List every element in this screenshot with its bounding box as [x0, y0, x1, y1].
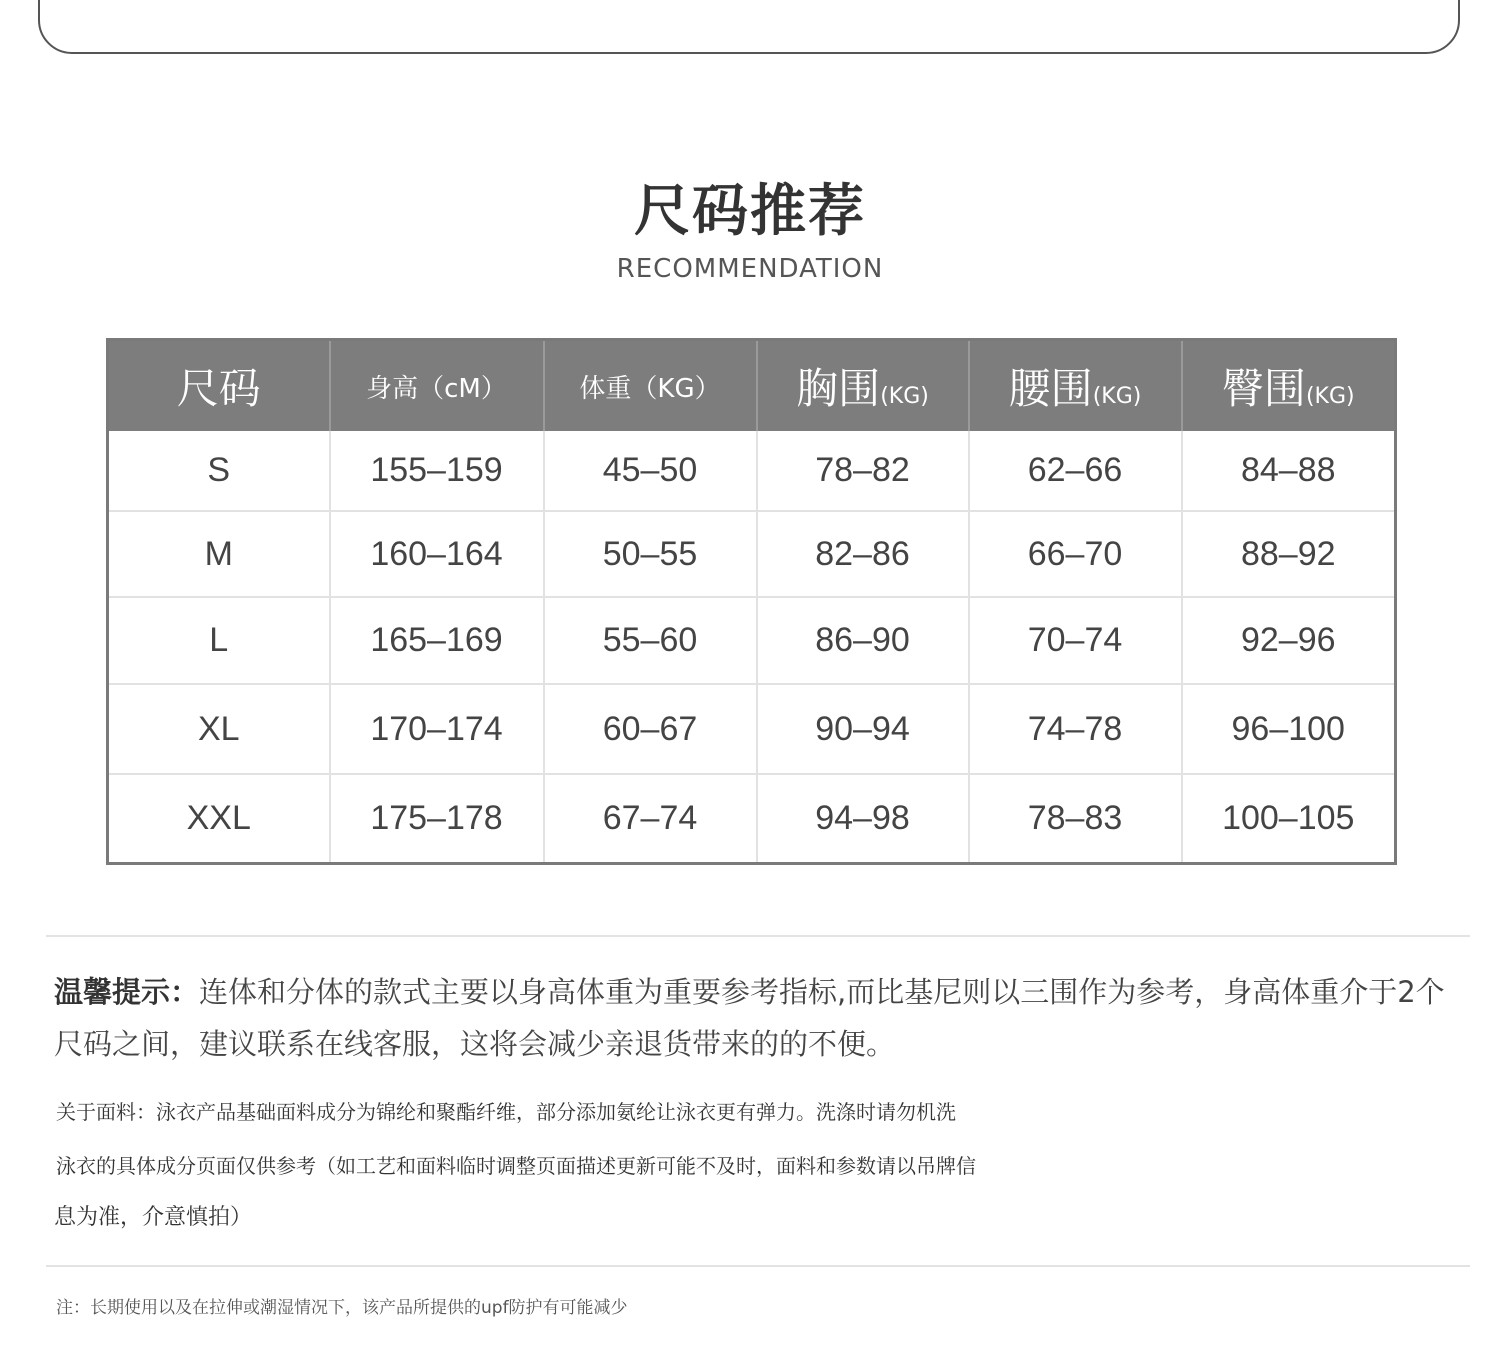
header-hip [1182, 340, 1396, 432]
top-frame [38, 0, 1460, 54]
header-waist-unit: (KG) [1092, 384, 1142, 409]
cell-height: 175–178 [330, 774, 544, 863]
cell-height: 170–174 [330, 684, 544, 774]
section-divider [46, 1265, 1470, 1267]
tip-text: 连体和分体的款式主要以身高体重为重要参考指标,而比基尼则以三围作为参考，身高体重介于2个尺码之间，建议联系在线客服，这将会减少亲退货带来的的不便。 [54, 975, 1445, 1061]
table-row [108, 597, 1396, 684]
table-header-row [108, 340, 1396, 432]
header-height-label: 身高（cM） [366, 373, 507, 404]
header-waist-label: 腰围 [1008, 364, 1093, 413]
header-hip-unit: (KG) [1305, 384, 1355, 409]
cell-size: S [108, 431, 330, 511]
fabric-note-line-3: 息为准，介意慎拍） [54, 1205, 253, 1230]
section-divider [46, 935, 1470, 937]
header-size-label: 尺码 [176, 364, 261, 413]
header-weight [544, 340, 757, 432]
cell-size: XL [108, 684, 330, 774]
cell-weight: 67–74 [544, 774, 757, 863]
cell-chest: 78–82 [757, 431, 969, 511]
cell-weight: 55–60 [544, 597, 757, 684]
cell-size: M [108, 511, 330, 597]
cell-hip: 88–92 [1182, 511, 1396, 597]
header-chest-label: 胸围 [796, 364, 881, 413]
fabric-note-line-2: 泳衣的具体成分页面仅供参考（如工艺和面料临时调整页面描述更新可能不及时，面料和参数请以吊牌信 [56, 1154, 976, 1178]
table-row [108, 511, 1396, 597]
cell-chest: 86–90 [757, 597, 969, 684]
header-hip-label: 臀围 [1221, 364, 1306, 413]
fabric-note-line-1: 关于面料：泳衣产品基础面料成分为锦纶和聚酯纤维，部分添加氨纶让泳衣更有弹力。洗涤时请勿机洗 [56, 1100, 956, 1124]
header-height [330, 340, 544, 432]
cell-chest: 94–98 [757, 774, 969, 863]
header-size [108, 340, 330, 432]
size-chart-table [106, 338, 1397, 865]
cell-height: 155–159 [330, 431, 544, 511]
header-weight-label: 体重（KG） [579, 373, 721, 404]
cell-hip: 100–105 [1222, 798, 1355, 837]
cell-size: L [108, 597, 330, 684]
cell-size: XXL [108, 774, 330, 863]
cell-hip: 84–88 [1182, 431, 1396, 511]
cell-weight: 50–55 [544, 511, 757, 597]
table-row [108, 684, 1396, 774]
upf-note: 注：长期使用以及在拉伸或潮湿情况下，该产品所提供的upf防护有可能减少 [56, 1298, 628, 1318]
cell-chest: 90–94 [757, 684, 969, 774]
page-title: 尺码推荐 [634, 179, 866, 244]
cell-hip: 96–100 [1182, 684, 1396, 774]
size-tip [54, 966, 1464, 1070]
header-chest [757, 340, 969, 432]
header-waist [969, 340, 1182, 432]
cell-waist: 62–66 [969, 431, 1182, 511]
cell-waist: 78–83 [969, 774, 1182, 863]
cell-weight: 60–67 [544, 684, 757, 774]
cell-height: 165–169 [330, 597, 544, 684]
cell-waist: 70–74 [969, 597, 1182, 684]
page-subtitle: RECOMMENDATION [616, 254, 884, 284]
cell-waist: 66–70 [969, 511, 1182, 597]
table-row [108, 431, 1396, 511]
table-row [108, 774, 1396, 863]
cell-weight: 45–50 [544, 431, 757, 511]
cell-waist: 74–78 [969, 684, 1182, 774]
cell-height: 160–164 [330, 511, 544, 597]
cell-chest: 82–86 [757, 511, 969, 597]
tip-label: 温馨提示： [54, 975, 200, 1009]
header-chest-unit: (KG) [880, 384, 929, 409]
cell-hip: 92–96 [1182, 597, 1396, 684]
